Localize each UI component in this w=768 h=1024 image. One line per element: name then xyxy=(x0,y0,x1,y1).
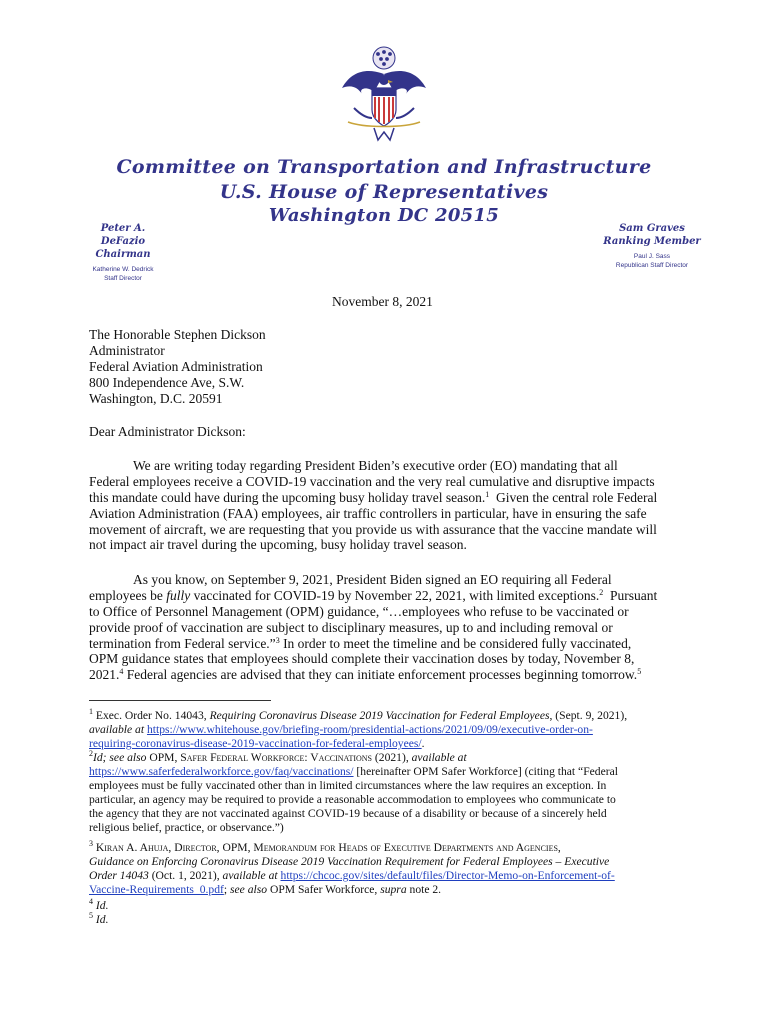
staff-director-title: Staff Director xyxy=(104,275,142,282)
text-line: movement of aircraft, we are requesting that you provide us with assurance that the vaccine mandate will xyxy=(89,521,657,537)
address-line: The Honorable Stephen Dickson xyxy=(89,327,266,342)
chcoc-memo-link[interactable]: https://chcoc.gov/sites/default/files/Director-Memo-on-Enforcement-of- xyxy=(280,869,615,882)
chairman-title: Chairman xyxy=(95,249,151,260)
paragraph-2 xyxy=(89,572,679,683)
ranking-member-name: Sam Graves xyxy=(619,223,685,234)
ranking-member-title: Ranking Member xyxy=(603,236,701,247)
footnote-ref[interactable]: 5 xyxy=(637,667,642,677)
footnote-4: $^4$ Id. xyxy=(89,897,109,912)
great-seal-icon xyxy=(338,44,430,144)
text-line: this mandate could have during the upcoming busy holiday travel season.$^1$ Given the central role Federal xyxy=(89,489,658,505)
footnote-divider xyxy=(89,700,271,701)
address-line: Administrator xyxy=(89,342,165,358)
footnote-ref[interactable]: 1 xyxy=(485,489,490,499)
whitehouse-eo-link-cont[interactable]: requiring-coronavirus-disease-2019-vaccination-for-federal-employees/ xyxy=(89,737,422,750)
text-line: employees be fully vaccinated for COVID-19 by November 22, 2021, with limited exceptions.$^2$ Pursuant xyxy=(89,587,658,603)
chcoc-memo-link-cont[interactable]: Vaccine-Requirements_0.pdf xyxy=(89,883,224,896)
footnote-1: $^1$ Exec. Order No. 14043, Requiring Coronavirus Disease 2019 Vaccination for Federal Employees, (Sept. 9, 2021), available at https://www.whitehouse.gov/briefing-room/presidential-actions/2021/09/09/executive-order-on- requiring-coronavirus-disease-2019-vaccination-for-federal-employees/. xyxy=(89,707,628,750)
salutation: Dear Administrator Dickson: xyxy=(89,424,246,439)
footnote-2: $^2$Id; see also OPM, Safer Federal Workforce: Vaccinations (2021), available at https://www.saferfederalworkforce.gov/faq/vaccinations/ [hereinafter OPM Safer Workforce] (citing that “Federal employees must be fully vaccinated other than in limited circumstances where the law requires an exception. In particular, an agency may be required to provide a reasonable accommodation to employees who communicate to the agency that they are not vaccinated against COVID-19 because of a disability or because of a sincerely held religious belief, practice, or observance.”) xyxy=(89,749,618,834)
whitehouse-eo-link[interactable]: https://www.whitehouse.gov/briefing-room/presidential-actions/2021/09/09/executive-order-on- xyxy=(146,723,593,736)
committee-name: Committee on Transportation and Infrastructure xyxy=(116,156,652,178)
footnote-ref[interactable]: 2 xyxy=(599,587,604,597)
paragraph-1 xyxy=(89,458,679,553)
chairman-block xyxy=(78,222,168,283)
footnote-ref[interactable]: 4 xyxy=(119,667,124,677)
recipient-address xyxy=(89,327,266,406)
staff-director-name: Katherine W. Dedrick xyxy=(92,266,154,273)
text-line: 2021.$^4$ Federal agencies are advised that they can initiate enforcement processes beginning tomorrow.$^5$ xyxy=(89,667,642,683)
footnote-5: $^5$ Id. xyxy=(89,911,109,926)
text-line: to Office of Personnel Management (OPM) guidance, “…employees who refuse to be vaccinated or xyxy=(89,603,629,619)
address-line: 800 Independence Ave, S.W. xyxy=(89,374,245,390)
letter-date: November 8, 2021 xyxy=(332,294,433,309)
text-line: OPM guidance states that employees should complete their vaccination doses by today, November 8, xyxy=(89,651,635,667)
address-line: Washington, D.C. 20591 xyxy=(89,390,223,406)
location: Washington DC 20515 xyxy=(268,205,500,226)
house-name: U.S. House of Representatives xyxy=(219,181,549,203)
text-line: As you know, on September 9, 2021, President Biden signed an EO requiring all Federal xyxy=(133,572,612,587)
ranking-member-block xyxy=(596,222,708,270)
text-line: Aviation Administration (FAA) employees, air traffic controllers in particular, have in ensuring the safe xyxy=(89,505,647,521)
text-line: not impact air travel during the upcoming, busy holiday travel season. xyxy=(89,537,467,553)
republican-staff-name: Paul J. Sass xyxy=(633,253,671,260)
chairman-name: Peter A. DeFazio xyxy=(100,223,146,247)
text-line: termination from Federal service.”$^3$ In order to meet the timeline and be considered fully vaccinated, xyxy=(89,635,632,651)
text-line: provide proof of vaccination are subject to disciplinary measures, up to and including removal or xyxy=(89,619,613,635)
footnote-3: $^3$ Kiran A. Ahuja, Director, OPM, Memorandum for Heads of Executive Departments and Agencies, Guidance on Enforcing Coronavirus Disease 2019 Vaccination Requirement for Federal Employees – Executive Order 14043 (Oct. 1, 2021), available at https://chcoc.gov/sites/default/files/Director-Memo-on-Enforcement-of- Vaccine-Requirements_0.pdf; see also OPM Safer Workforce, supra note 2. xyxy=(89,839,615,896)
address-line: Federal Aviation Administration xyxy=(89,358,263,374)
text-line: Federal employees receive a COVID-19 vaccination and the very real cumulative and disruptive impacts xyxy=(89,473,655,489)
footnote-ref[interactable]: 3 xyxy=(275,635,280,645)
text-line: We are writing today regarding President Biden’s executive order (EO) mandating that all xyxy=(133,458,618,473)
republican-staff-title: Republican Staff Director xyxy=(615,262,689,269)
safer-workforce-link[interactable]: https://www.saferfederalworkforce.gov/faq/vaccinations/ xyxy=(89,765,354,778)
